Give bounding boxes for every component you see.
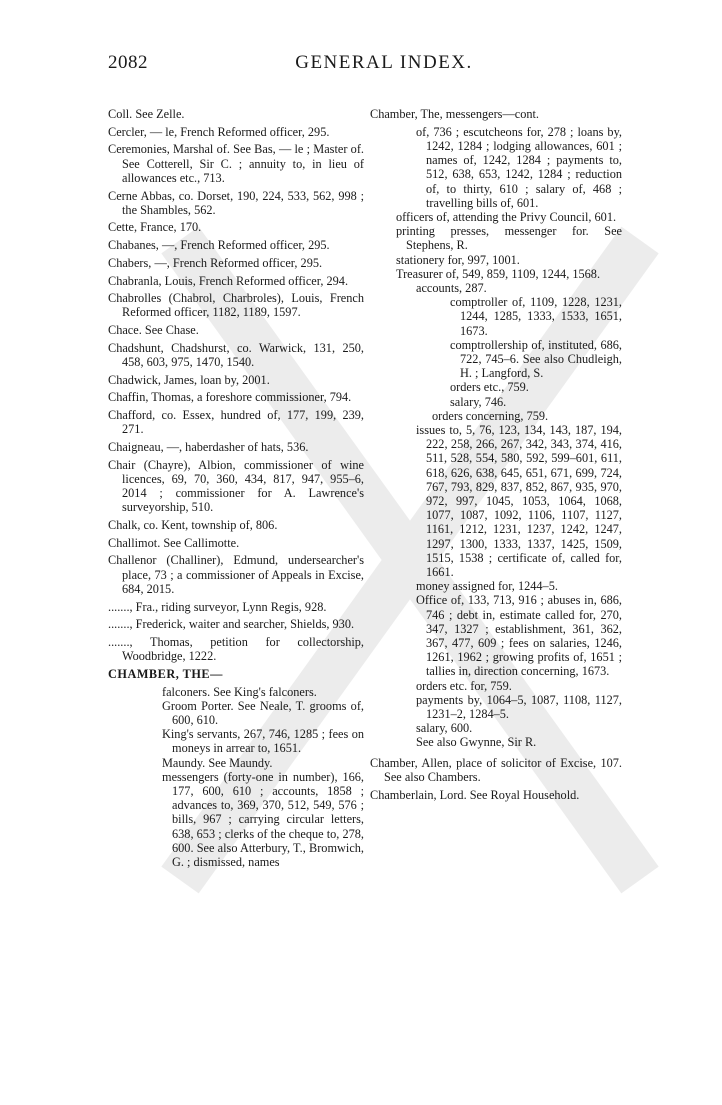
index-entry: Chaffin, Thomas, a foreshore commissioner, 794. bbox=[108, 390, 352, 405]
index-entry: Chafford, co. Essex, hundred of, 177, 199, 239, 271. bbox=[108, 408, 364, 437]
index-entry: ......., Fra., riding surveyor, Lynn Regis, 928. bbox=[108, 599, 327, 614]
index-entry: Chamber, Allen, place of solicitor of Excise, 107. See also Chambers. bbox=[370, 755, 622, 784]
index-subentry: printing presses, messenger for. See Stephens, R. bbox=[396, 224, 622, 253]
index-subentry: orders etc., 759. bbox=[450, 380, 529, 395]
index-subentry: comptrollership of, instituted, 686, 722, 745–6. See also Chudleigh, H. ; Langford, S. bbox=[450, 337, 622, 381]
index-subentry: salary, 746. bbox=[450, 394, 507, 409]
running-head: GENERAL INDEX. bbox=[295, 52, 473, 73]
index-subentry: Maundy. See Maundy. bbox=[162, 755, 273, 770]
index-subentry: messengers (forty-one in number), 166, 177, 600, 610 ; accounts, 1858 ; advances to, 369, 370, 512, 549, 576 ; bills, 967 ; carrying circular letters, 638, 653 ; clerks of the cheque to, 278, 600. See also Atterbury, T., Bromwich, G. ; dismissed, names bbox=[162, 769, 364, 870]
index-subentry: comptroller of, 1109, 1228, 1231, 1244, 1285, 1333, 1533, 1651, 1673. bbox=[450, 295, 622, 338]
index-entry: ......., Thomas, petition for collectorship, Woodbridge, 1222. bbox=[108, 635, 364, 664]
index-entry: Cerne Abbas, co. Dorset, 190, 224, 533, 562, 998 ; the Shambles, 562. bbox=[108, 188, 364, 217]
index-subentry: Treasurer of, 549, 859, 1109, 1244, 1568. bbox=[396, 266, 601, 281]
page-header bbox=[108, 52, 660, 78]
index-entry: Chabrolles (Chabrol, Charbroles), Louis, French Reformed officer, 1182, 1189, 1597. bbox=[108, 291, 364, 320]
index-entry: Chabers, —, French Reformed officer, 295. bbox=[108, 255, 323, 270]
index-subentry: orders etc. for, 759. bbox=[416, 678, 512, 693]
index-entry: Chamber, The, messengers—cont. bbox=[370, 107, 540, 121]
index-entry: Coll. See Zelle. bbox=[108, 107, 185, 121]
index-entry: Ceremonies, Marshal of. See Bas, — le ; Master of. See Cotterell, Sir C. ; annuity to, in lieu of allowances etc., 713. bbox=[108, 142, 364, 185]
index-entry: Chadshunt, Chadshurst, co. Warwick, 131, 250, 458, 603, 975, 1470, 1540. bbox=[108, 340, 364, 370]
index-subentry: orders concerning, 759. bbox=[432, 408, 549, 423]
index-entry: Chamberlain, Lord. See Royal Household. bbox=[370, 787, 580, 802]
index-entry: Chaigneau, —, haberdasher of hats, 536. bbox=[108, 440, 309, 455]
index-entry: Chalk, co. Kent, township of, 806. bbox=[108, 518, 278, 533]
index-subentry: King's servants, 267, 746, 1285 ; fees on moneys in arrear to, 1651. bbox=[162, 727, 364, 756]
index-entry: ......., Frederick, waiter and searcher, Shields, 930. bbox=[108, 617, 355, 632]
index-subentry: money assigned for, 1244–5. bbox=[416, 579, 558, 594]
index-entry: Chabanes, —, French Reformed officer, 295. bbox=[108, 238, 330, 253]
index-column-right bbox=[370, 107, 622, 805]
index-entry: Cercler, — le, French Reformed officer, 295. bbox=[108, 124, 330, 139]
index-subentry: issues to, 5, 76, 123, 134, 143, 187, 194, 222, 258, 266, 267, 342, 343, 374, 416, 511, 528, 554, 580, 592, 599–601, 611, 618, 626, 638, 645, 651, 671, 699, 724, 767, 793, 829, 837, 852, 867, 935, 970, 972, 997, 1045, 1053, 1064, 1068, 1077, 1087, 1092, 1106, 1107, 1127, 1161, 1212, 1231, 1237, 1242, 1247, 1297, 1300, 1333, 1337, 1425, 1509, 1515, 1538 ; certificate of, called for, 1661. bbox=[416, 422, 622, 579]
index-subentry: accounts, 287. bbox=[416, 280, 487, 295]
index-entry: Chace. See Chase. bbox=[108, 323, 199, 338]
index-entry: Challenor (Challiner), Edmund, undersearcher's place, 73 ; a commissioner of Appeals in Excise, 684, 2015. bbox=[108, 553, 364, 596]
index-subentry: Office of, 133, 713, 916 ; abuses in, 686, 746 ; debt in, estimate called for, 270, 347, 1327 ; establishment, 361, 362, 367, 477, 609 ; fees on salaries, 1246, 1261, 1962 ; growing profits of, 1651 ; tallies in, direction concerning, 1673. bbox=[416, 593, 622, 679]
index-column-left bbox=[108, 107, 364, 869]
index-subentry: of, 736 ; escutcheons for, 278 ; loans by, 1242, 1284 ; lodging allowances, 601 ; names of, 1242, 1284 ; payments to, 512, 638, 653, 1242, 1284 ; reduction of, to thirty, 610 ; salary of, 468 ; travelling bills of, 601. bbox=[416, 124, 622, 210]
index-entry: Chabranla, Louis, French Reformed officer, 294. bbox=[108, 273, 349, 288]
index-entry: Chair (Chayre), Albion, commissioner of wine licences, 69, 70, 360, 434, 817, 947, 955–6, 2014 ; commissioner for A. Lawrence's surveyorship, 510. bbox=[108, 457, 364, 515]
page-number: 2082 bbox=[108, 52, 148, 73]
index-entry: Chadwick, James, loan by, 2001. bbox=[108, 372, 270, 387]
index-subentry: Groom Porter. See Neale, T. grooms of, 600, 610. bbox=[162, 698, 364, 728]
index-heading: CHAMBER, THE— bbox=[108, 666, 223, 681]
index-subentry: salary, 600. bbox=[416, 721, 473, 736]
index-subentry: stationery for, 997, 1001. bbox=[396, 252, 520, 267]
index-entry: Cette, France, 170. bbox=[108, 220, 202, 235]
index-subentry: See also Gwynne, Sir R. bbox=[416, 735, 537, 750]
index-subentry: falconers. See King's falconers. bbox=[162, 684, 317, 699]
index-subentry: officers of, attending the Privy Council, 601. bbox=[396, 209, 617, 224]
index-entry: Challimot. See Callimotte. bbox=[108, 535, 240, 550]
index-subentry: payments by, 1064–5, 1087, 1108, 1127, 1231–2, 1284–5. bbox=[416, 692, 622, 722]
